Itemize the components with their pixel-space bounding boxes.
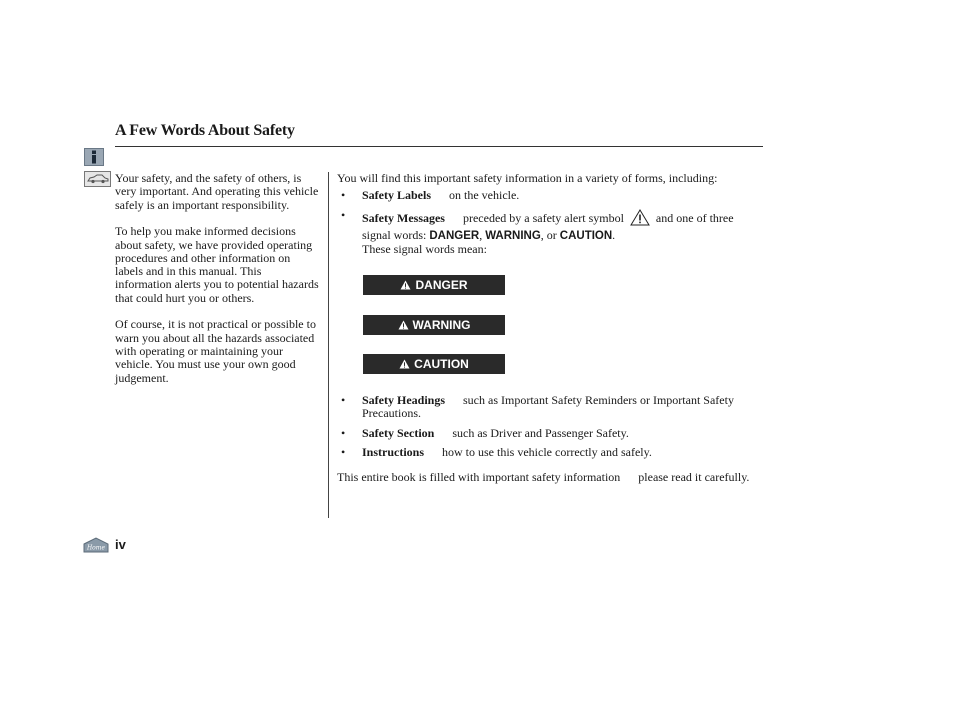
- signal-words-intro: and one of three signal words:: [362, 210, 734, 242]
- page-title: A Few Words About Safety: [115, 122, 295, 139]
- column-divider: [328, 172, 329, 518]
- caution-banner: [363, 354, 505, 374]
- right-column-lower: [337, 394, 757, 484]
- bullet-safety-labels: • Safety Labels on the vehicle.: [341, 188, 520, 203]
- alert-triangle-icon: [400, 280, 411, 290]
- signal-word-danger: DANGER: [429, 229, 480, 242]
- svg-text:Home: Home: [86, 544, 106, 552]
- left-column: [115, 172, 320, 398]
- left-paragraph: To help you make informed decisions about safety, we have provided operating procedures and other information on labels and in this manual. This information alerts you to potential hazards that could hurt you or others.: [115, 224, 319, 305]
- signal-sep: , or: [540, 227, 557, 242]
- bullet-term: Safety Messages: [362, 210, 445, 225]
- closing-text: This entire book is filled with important safety information please read it carefully.: [337, 470, 750, 485]
- bullet-text: such as Driver and Passenger Safety.: [452, 425, 629, 440]
- bullet-safety-section: • Safety Section such as Driver and Passenger Safety.: [341, 425, 629, 440]
- car-icon[interactable]: [84, 171, 111, 187]
- bullet-text: on the vehicle.: [449, 188, 520, 203]
- bullet-safety-messages: • Safety Messages preceded by a safety alert symbol and one of three signal words: DANGER, WARNING, or CAUTION. These signal words mean:: [341, 207, 734, 257]
- signal-sep: ,: [479, 227, 483, 242]
- right-column: [337, 172, 757, 256]
- signal-word-caution: CAUTION: [559, 229, 613, 242]
- signal-word-warning: WARNING: [485, 229, 541, 242]
- bullet-term: Safety Section: [362, 425, 435, 440]
- bullet-instructions: • Instructions how to use this vehicle correctly and safely.: [341, 444, 652, 459]
- warning-banner: [363, 315, 505, 335]
- bullet-term: Safety Headings: [362, 393, 446, 407]
- bullet-term: Safety Labels: [362, 188, 431, 203]
- bullet-text: such as Important Safety Reminders or Important Safety Precautions.: [362, 393, 734, 421]
- signal-end: .: [612, 227, 616, 242]
- intro-text: You will find this important safety information in a variety of forms, including:: [337, 171, 718, 185]
- home-icon[interactable]: [83, 537, 109, 553]
- safety-alert-icon: [630, 209, 650, 229]
- signal-mean-text: These signal words mean:: [362, 242, 487, 257]
- page-number: iv: [115, 537, 126, 552]
- alert-triangle-icon: [398, 320, 409, 330]
- banner-label: DANGER: [415, 278, 468, 292]
- banner-label: CAUTION: [414, 357, 469, 371]
- bullet-term: Instructions: [362, 444, 425, 459]
- banner-label: WARNING: [412, 318, 471, 332]
- left-paragraph: Of course, it is not practical or possible to warn you about all the hazards associated with operating or maintaining your vehicle. You must use your own good judgement.: [115, 317, 316, 385]
- title-rule: [115, 146, 763, 147]
- left-paragraph: Your safety, and the safety of others, is very important. And operating this vehicle safely is an important responsibility.: [115, 171, 319, 212]
- bullet-text: preceded by a safety alert symbol: [462, 210, 624, 225]
- bullet-text: how to use this vehicle correctly and safely.: [442, 444, 652, 459]
- bullet-safety-headings: • Safety Headings such as Important Safety Reminders or Important Safety Precautions.: [341, 393, 734, 421]
- alert-triangle-icon: [399, 359, 410, 369]
- info-icon[interactable]: [84, 148, 104, 166]
- danger-banner: [363, 275, 505, 295]
